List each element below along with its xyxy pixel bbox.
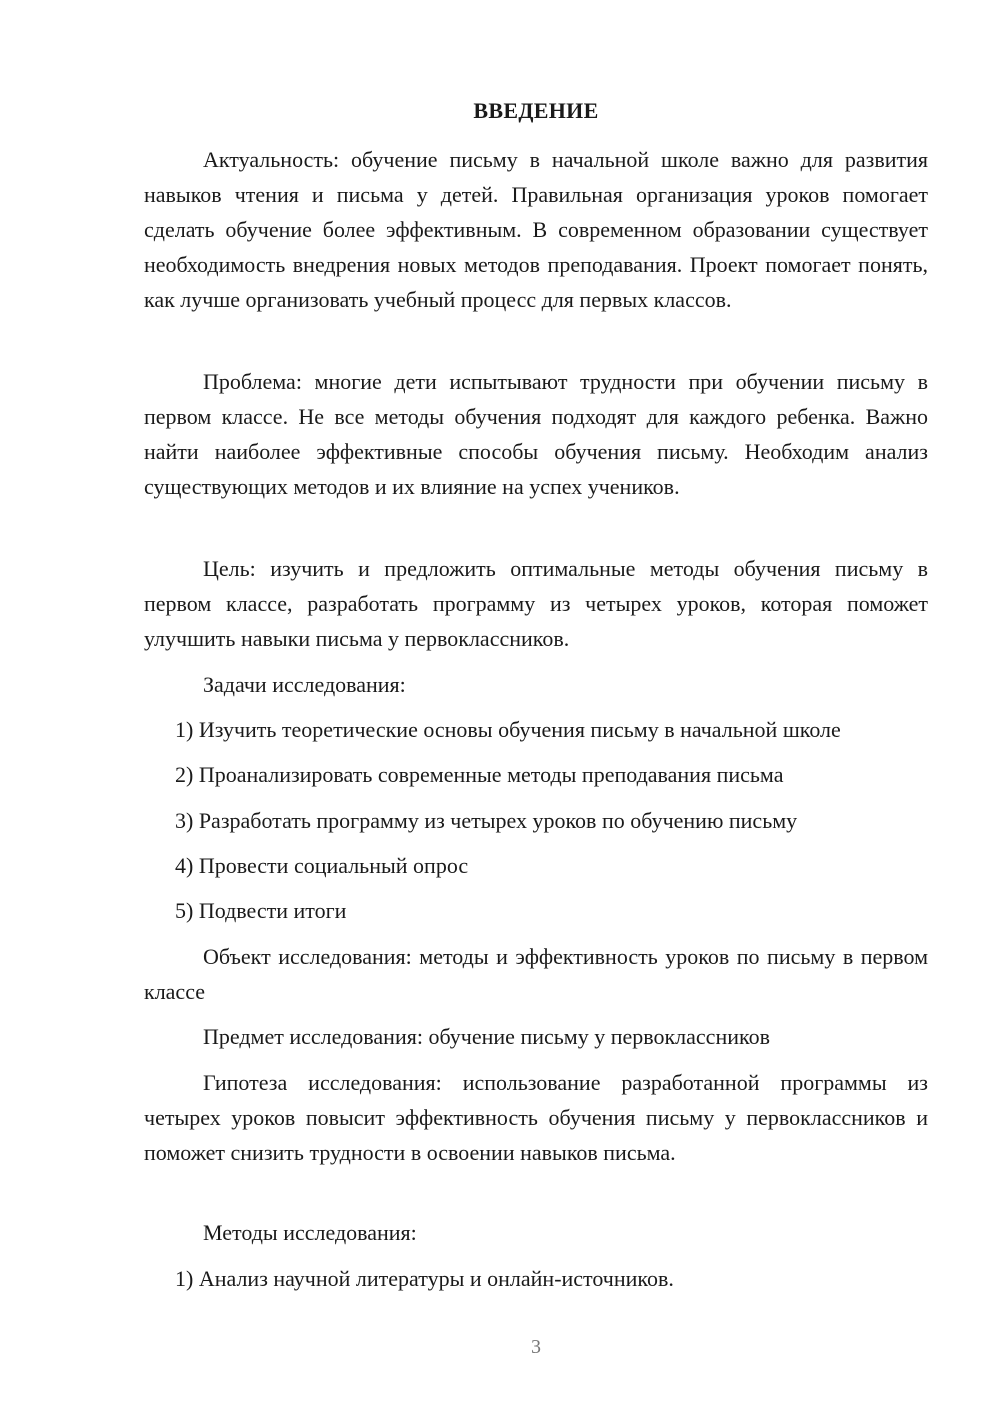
goal-paragraph: Цель: изучить и предложить оптимальные методы обучения письму в первом классе, разработать программу из четырех уроков, которая поможет улучшить навыки письма у первоклассников.: [144, 556, 928, 651]
task-item: 4) Провести социальный опрос: [175, 853, 469, 878]
page-number: 3: [531, 1336, 541, 1358]
task-item: 2) Проанализировать современные методы преподавания письма: [175, 762, 784, 787]
methods-heading: Методы исследования:: [203, 1220, 417, 1245]
method-item: 1) Анализ научной литературы и онлайн-источников.: [175, 1266, 674, 1291]
relevance-paragraph: Актуальность: обучение письму в начальной школе важно для развития навыков чтения и письма у детей. Правильная организация уроков помогает сделать обучение более эффективным. В современном образовании существует необходимость внедрения новых методов преподавания. Проект помогает понять, как лучше организовать учебный процесс для первых классов.: [144, 147, 928, 312]
problem-paragraph: Проблема: многие дети испытывают трудности при обучении письму в первом классе. Не все методы обучения подходят для каждого ребенка. Важно найти наиболее эффективные способы обучения письму. Необходим анализ существующих методов и их влияние на успех учеников.: [144, 369, 928, 499]
task-item: 1) Изучить теоретические основы обучения письму в начальной школе: [175, 717, 841, 742]
page-title: ВВЕДЕНИЕ: [473, 98, 599, 123]
task-item: 3) Разработать программу из четырех уроков по обучению письму: [175, 808, 798, 833]
task-item: 5) Подвести итоги: [175, 898, 347, 923]
subject-paragraph: Предмет исследования: обучение письму у первоклассников: [203, 1024, 770, 1049]
object-paragraph: Объект исследования: методы и эффективность уроков по письму в первом классе: [144, 944, 928, 1004]
tasks-heading: Задачи исследования:: [203, 672, 406, 697]
hypothesis-paragraph: Гипотеза исследования: использование разработанной программы из четырех уроков повысит эффективность обучения письму у первоклассников и поможет снизить трудности в освоении навыков письма.: [144, 1070, 928, 1165]
